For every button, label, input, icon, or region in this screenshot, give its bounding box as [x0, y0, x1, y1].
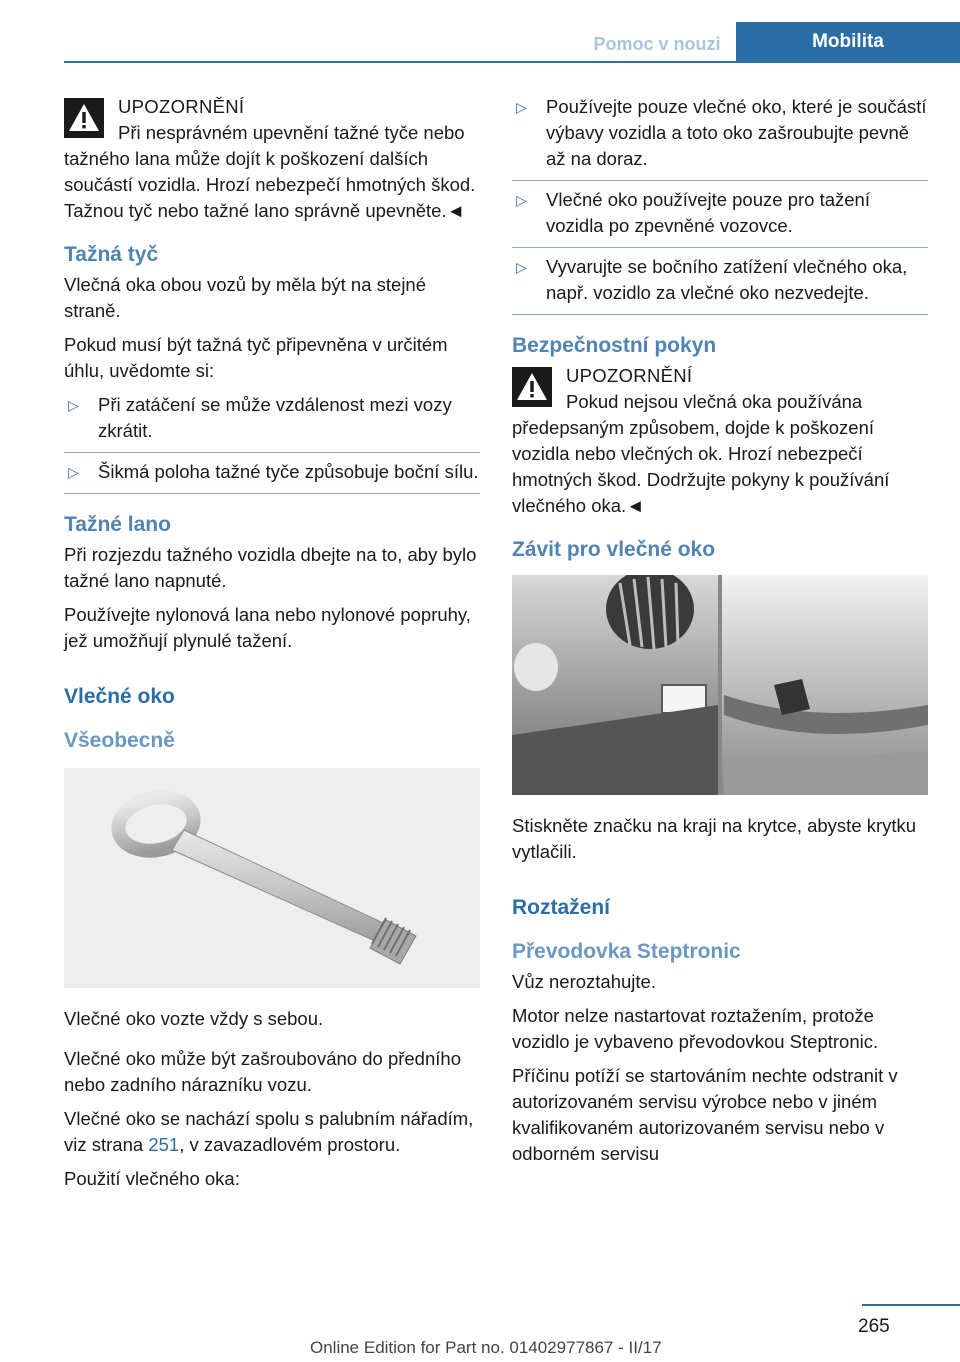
- paragraph: Vůz neroztahujte.: [512, 971, 656, 992]
- list-item: ▷ Vlečné oko používejte pouze pro tažení vozidla po zpevněné vozovce.: [512, 187, 928, 248]
- bullet-triangle-icon: ▷: [68, 464, 79, 480]
- bumper-illustration: [512, 575, 928, 795]
- page-number: 265: [858, 1316, 890, 1337]
- warning-title: UPOZORNĚNÍ: [566, 365, 693, 386]
- header-rule: [64, 61, 960, 63]
- tow-eye-image: [64, 768, 480, 988]
- warning-title: UPOZORNĚNÍ: [118, 96, 245, 117]
- bumper-cover-image: [512, 575, 928, 795]
- paragraph: Při rozjezdu tažného vozidla dbejte na to, aby bylo tažné lano napnuté.: [64, 544, 477, 591]
- bullet-triangle-icon: ▷: [516, 192, 527, 208]
- warning-text: Při nesprávném upevnění tažné tyče nebo tažného lana může dojít k poškození dalších součástí vozidla. Hrozí nebezpečí hmotných škod. Tažnou tyč nebo tažné lano správně upevněte.◄: [64, 122, 476, 221]
- heading-general: Všeobecně: [64, 729, 175, 752]
- paragraph: Vlečné oko se nachází spolu s palubním nářadím, viz strana 251, v zavazadlovém prostoru.: [64, 1108, 474, 1155]
- heading-steptronic: Převodovka Steptronic: [512, 940, 741, 963]
- paragraph: Používejte nylonová lana nebo nylonové popruhy, jež umožňují plynulé tažení.: [64, 604, 471, 651]
- paragraph: Stiskněte značku na kraji na krytce, abyste krytku vytlačili.: [512, 815, 917, 862]
- paragraph: Vlečná oka obou vozů by měla být na stejné straně.: [64, 274, 427, 321]
- page-header: [0, 0, 960, 64]
- bullet-list: [64, 392, 480, 494]
- left-column: [64, 94, 480, 1200]
- warning-text: Pokud nejsou vlečná oka používána předepsaným způsobem, dojde k poškození vozidla nebo vlečných ok. Hrozí nebezpečí hmotných škod. Dodržujte pokyny k používání vlečného oka.◄: [512, 391, 890, 516]
- paragraph: Příčinu potíží se startováním nechte odstranit v autorizovaném servisu výrobce nebo v jiném kvalifikovaném autorizovaném servisu nebo v odborném servisu: [512, 1065, 898, 1164]
- warning-triangle-icon: [512, 367, 552, 407]
- heading-thread: Závit pro vlečné oko: [512, 538, 716, 561]
- bullet-triangle-icon: ▷: [68, 397, 79, 413]
- warning-triangle-icon: [64, 98, 104, 138]
- heading-tow-start: Roztažení: [512, 896, 611, 919]
- paragraph: Vlečné oko vozte vždy s sebou.: [64, 1008, 324, 1029]
- list-item: ▷ Vyvarujte se bočního zatížení vlečného oka, např. vozidlo za vlečné oko nezvedejte.: [512, 254, 928, 315]
- heading-tow-rope: Tažné lano: [64, 513, 171, 536]
- footer-rule: [862, 1304, 960, 1306]
- paragraph: Vlečné oko může být zašroubováno do předního nebo zadního nárazníku vozu.: [64, 1048, 461, 1095]
- tow-eye-illustration: [64, 768, 480, 988]
- warning-block: [64, 94, 480, 224]
- list-item: ▷ Při zatáčení se může vzdálenost mezi vozy zkrátit.: [64, 392, 480, 453]
- right-column: [512, 94, 928, 1175]
- edition-label: Online Edition for Part no. 01402977867 - II/17: [310, 1338, 662, 1357]
- bullet-list: [512, 94, 928, 315]
- heading-tow-eye: Vlečné oko: [64, 685, 175, 708]
- warning-block: [512, 363, 928, 519]
- bullet-triangle-icon: ▷: [516, 99, 527, 115]
- paragraph: Pokud musí být tažná tyč připevněna v určitém úhlu, uvědomte si:: [64, 334, 448, 381]
- heading-tow-bar: Tažná tyč: [64, 243, 159, 266]
- header-section-tab[interactable]: Pomoc v nouzi: [593, 33, 721, 54]
- paragraph: Použití vlečného oka:: [64, 1168, 240, 1189]
- paragraph: Motor nelze nastartovat roztažením, protože vozidlo je vybaveno převodovkou Steptronic.: [512, 1005, 879, 1052]
- page-link[interactable]: 251: [148, 1134, 180, 1155]
- heading-safety: Bezpečnostní pokyn: [512, 334, 717, 357]
- header-chapter-tab[interactable]: Mobilita: [736, 22, 960, 62]
- list-item: ▷ Používejte pouze vlečné oko, které je součástí výbavy vozidla a toto oko zašroubujte pevně až na doraz.: [512, 94, 928, 181]
- list-item: ▷ Šikmá poloha tažné tyče způsobuje boční sílu.: [64, 459, 480, 494]
- bullet-triangle-icon: ▷: [516, 259, 527, 275]
